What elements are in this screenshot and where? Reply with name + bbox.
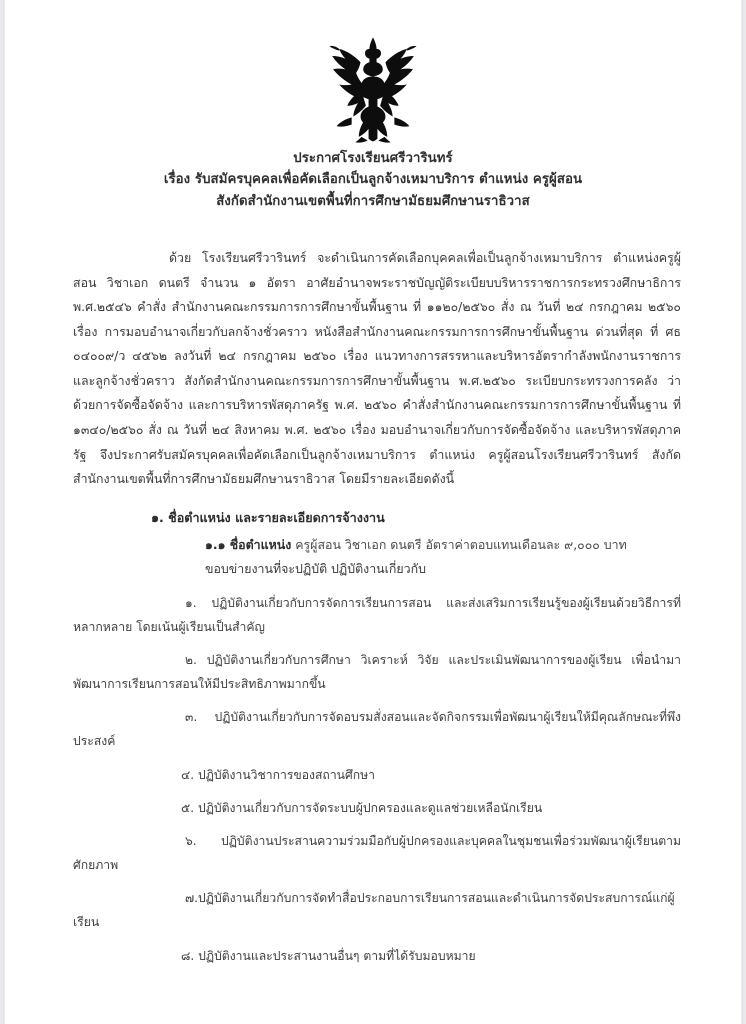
section-1-1-row <box>73 533 681 558</box>
duty-item-1: ๑. ปฏิบัติงานเกี่ยวกับการจัดการเรียนการสอน และส่งเสริมการเรียนรู้ของผู้เรียนด้วยวิธีการที่หลากหลาย โดยเน้นผู้เรียนเป็นสำคัญ <box>73 595 681 634</box>
section-1-1-value: ครูผู้สอน วิชาเอก ดนตรี อัตราค่าตอบแทนเดือนละ ๙,๐๐๐ บาท <box>295 536 627 552</box>
garuda-emblem <box>319 32 427 144</box>
duty-item-4: ๔. ปฏิบัติงานวิชาการของสถานศึกษา <box>181 767 375 782</box>
section-1-1-label: ๑.๑ ชื่อตำแหน่ง <box>205 536 292 552</box>
emblem-container <box>3 32 743 148</box>
document-body <box>73 246 681 968</box>
duty-item-3: ๓. ปฏิบัติงานเกี่ยวกับการจัดอบรมสั่งสอนและจัดกิจกรรมเพื่อพัฒนาผู้เรียนให้มีคุณลักษณะที่พึงประสงค์ <box>73 710 681 749</box>
intro-paragraph: ด้วย โรงเรียนศรีวารินทร์ จะดำเนินการคัดเลือกบุคคลเพื่อเป็นลูกจ้างเหมาบริการ ตำแหน่งครูผู้สอน วิชาเอก ดนตรี จำนวน ๑ อัตรา อาศัยอำนาจพระราชบัญญัติระเบียบบริหารราชการกระทรวงศึกษาธิการ พ.ศ.๒๕๔๖ คำสั่ง สำนักงานคณะกรรมการการศึกษาขั้นพื้นฐาน ที่ ๑๑๒๐/๒๕๖๐ สั่ง ณ วันที่ ๒๔ กรกฎาคม ๒๕๖๐ เรื่อง การมอบอำนาจเกี่ยวกับลกจ้างชั่วคราว หนังสือสำนักงานคณะกรรมการการศึกษาขั้นพื้นฐาน ด่วนที่สุด ที่ ศธ ๐๔๐๐๙/ว ๔๕๖๒ ลงวันที่ ๒๔ กรกฎาคม ๒๕๖๐ เรื่อง แนวทางการสรรหาและบริหารอัตรากำลังพนักงานราชการและลูกจ้างชั่วคราว สังกัดสำนักงานคณะกรรมการการศึกษาขั้นพื้นฐาน พ.ศ.๒๕๖๐ ระเบียบกระทรวงการคลัง ว่าด้วยการจัดซื้อจัดจ้าง และการบริหารพัสดุภาครัฐ พ.ศ. ๒๕๖๐ คำสั่งสำนักงานคณะกรรมการการศึกษาขั้นพื้นฐาน ที่ ๑๓๔๐/๒๕๖๐ สั่ง ณ วันที่ ๒๔ สิงหาคม พ.ศ. ๒๕๖๐ เรื่อง มอบอำนาจเกี่ยวกับการจัดซื้อจัดจ้าง และบริหารพัสดุภาครัฐ จึงประกาศรับสมัครบุคคลเพื่อคัดเลือกเป็นลูกจ้างเหมาบริการ ตำแหน่ง ครูผู้สอนโรงเรียนศรีวารินทร์ สังกัดสำนักงานเขตพื้นที่การศึกษามัธยมศึกษานราธิวาส โดยมีรายละเอียดดังนี้ <box>73 250 681 487</box>
duty-item-7: ๗.ปฏิบัติงานเกี่ยวกับการจัดทำสื่อประกอบการเรียนการสอนและดำเนินการจัดประสบการณ์แก่ผู้เรียน <box>73 891 675 930</box>
announcement-title-line-2: เรื่อง รับสมัครบุคคลเพื่อคัดเลือกเป็นลูกจ้างเหมาบริการ ตำแหน่ง ครูผู้สอน <box>163 172 583 188</box>
duty-item-8: ๘. ปฏิบัติงานและประสานงานอื่นๆ ตามที่ได้รับมอบหมาย <box>181 948 476 963</box>
duty-item-5: ๕. ปฏิบัติงานเกี่ยวกับการจัดระบบผู้ปกครองและดูแลช่วยเหลือนักเรียน <box>181 800 543 815</box>
duty-item-2: ๒. ปฏิบัติงานเกี่ยวกับการศึกษา วิเคราะห์ วิจัย และประเมินพัฒนาการของผู้เรียน เพื่อนำมาพัฒนาการเรียนการสอนให้มีประสิทธิภาพมากขึ้น <box>73 652 681 692</box>
scope-of-work-line: ขอบข่ายงานที่จะปฏิบัติ ปฏิบัติงานเกี่ยวกับ <box>205 561 426 577</box>
announcement-title-line-1: ประกาศโรงเรียนศรีวารินทร์ <box>293 151 453 166</box>
duty-item-6: ๖. ปฏิบัติงานประสานความร่วมมือกับผู้ปกครองและบุคคลในชุมชนเพื่อร่วมพัฒนาผู้เรียนตามศักยภาพ <box>73 833 681 873</box>
section-1-heading: ๑. ชื่อตำแหน่ง และรายละเอียดการจ้างงาน <box>151 509 385 525</box>
announcement-title-line-3: สังกัดสำนักงานเขตพื้นที่การศึกษามัธยมศึกษานราธิวาส <box>216 193 530 209</box>
document-header <box>3 148 743 212</box>
